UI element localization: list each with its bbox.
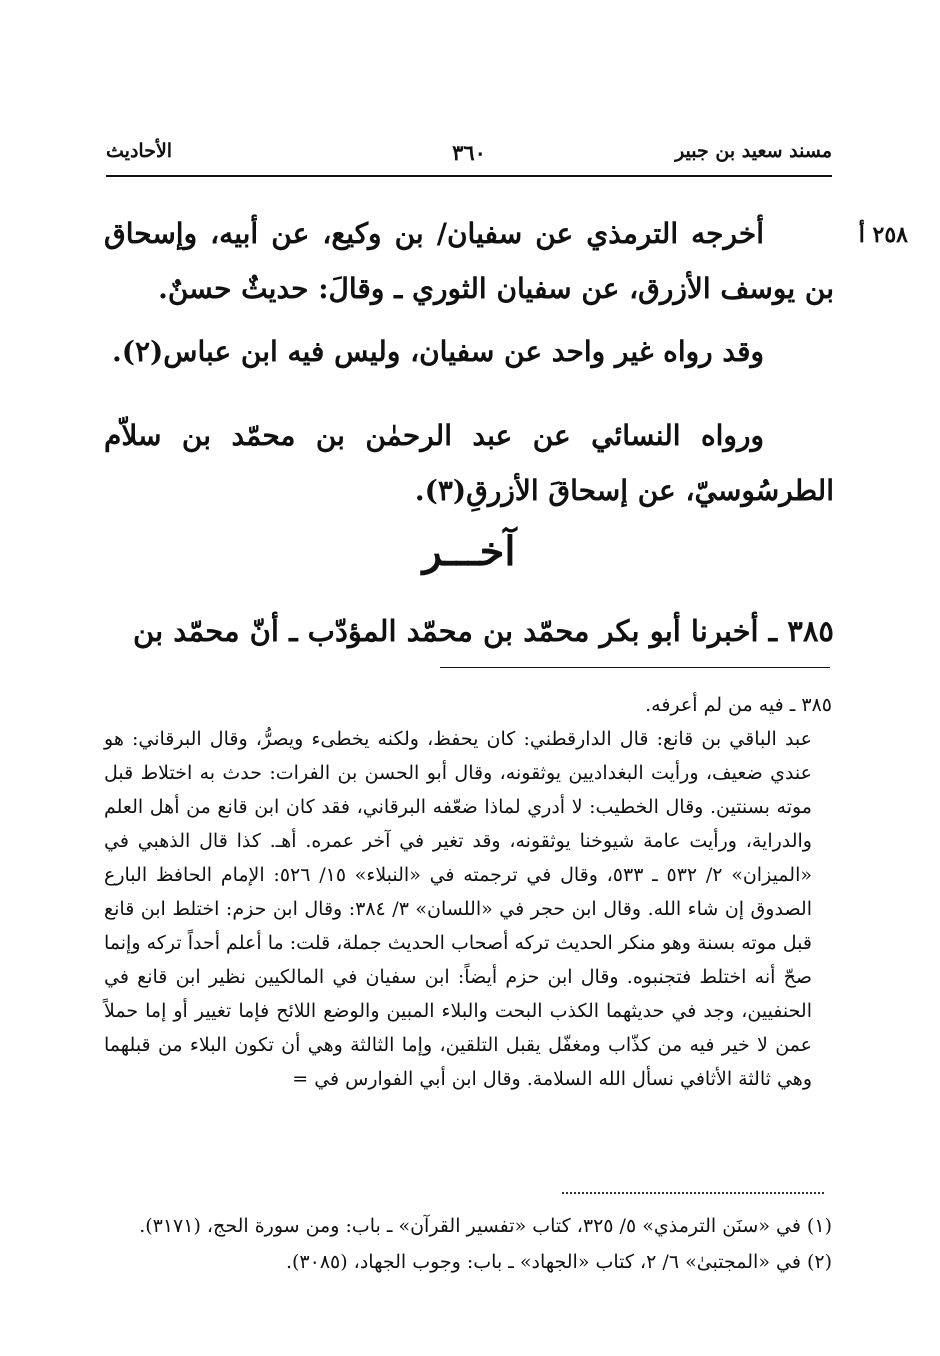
footnote-1: (١) في «سنَن الترمذي» ٥/ ٣٢٥، كتاب «تفسير القرآن» ـ باب: ومن سورة الحج، (٣١٧١).: [139, 1215, 832, 1237]
commentary-block: [104, 688, 832, 1096]
hadith-rule: [440, 667, 830, 668]
footnotes: [104, 1208, 832, 1280]
book-title: مسند سعيد بن جبير: [675, 140, 832, 162]
commentary-lead: ٣٨٥ ـ فيه من لم أعرفه.: [645, 694, 832, 716]
section-title: آخـــر: [422, 528, 516, 575]
commentary-body: عبد الباقي بن قانع: قال الدارقطني: كان يحفظ، ولكنه يخطىء ويصرُّ، وقال البرقاني: هو عندي ضعيف، ورأيت البغداديين يوثقونه، وقال أبو الحسن بن الفرات: حدث به اختلاط قبل موته بسنتين. وقال الخطيب: لا أدري لماذا ضعّفه البرقاني، فقد كان ابن قانع من أهل العلم والدراية، ورأيت عامة شيوخنا يوثقونه، وقد تغير في آخر عمره. أهـ. كذا قال الذهبي في «الميزان» ٢/ ٥٣٢ ـ ٥٣٣، وقال في ترجمته في «النبلاء» ١٥/ ٥٢٦: الإمام الحافظ البارع الصدوق إن شاء الله. وقال ابن حجر في «اللسان» ٣/ ٣٨٤: وقال ابن حزم: اختلط ابن قانع قبل موته بسنة وهو منكر الحديث تركه أصحاب الحديث جملة، قلت: ما أعلم أحداً تركه وإنما صحّ أنه اختلط فتجنبوه. وقال ابن حزم أيضاً: ابن سفيان في المالكيين نظير ابن قانع في الحنفيين، وجد في حديثهما الكذب البحت والبلاء المبين والوضع اللائح فإما تغيير أو إما حملاً عمن لا خير فيه من كذّاب ومغفّل يقبل التلقين، وإما الثالثة وهي أن تكون البلاء من قبلهما وهي ثالثة الأثافي نسأل الله السلامة. وقال ابن أبي الفوارس في =: [104, 728, 812, 1090]
section-name: الأحاديث: [106, 140, 173, 162]
page-number: ٣٦٠: [452, 140, 486, 165]
body-paragraph-3: ورواه النسائي عن عبد الرحمٰن بن محمّد بن سلاّم الطرسُوسيّ، عن إسحاقَ الأزرقِ(٣).: [104, 419, 834, 507]
footnote-separator: [562, 1192, 824, 1194]
footnote-2: (٢) في «المجتبىٰ» ٦/ ٢، كتاب «الجهاد» ـ باب: وجوب الجهاد، (٣٠٨٥).: [285, 1251, 832, 1273]
body-paragraph-2: وقد رواه غير واحد عن سفيان، وليس فيه ابن عباس(٢).: [112, 335, 764, 368]
hadith-heading: ٣٨٥ ـ أخبرنا أبو بكر محمّد بن محمّد المؤدّب ـ أنّ محمّد بن: [133, 614, 834, 648]
body-paragraph-1: أخرجه الترمذي عن سفيان/ بن وكيع، عن أبيه، وإسحاق بن يوسف الأزرق، عن سفيان الثوري ـ وقالَ: حديثٌ حسنٌ.: [104, 217, 834, 305]
manuscript-folio-ref: ٢٥٨ أ: [858, 222, 908, 248]
running-header: [106, 140, 832, 174]
header-rule: [106, 175, 832, 177]
